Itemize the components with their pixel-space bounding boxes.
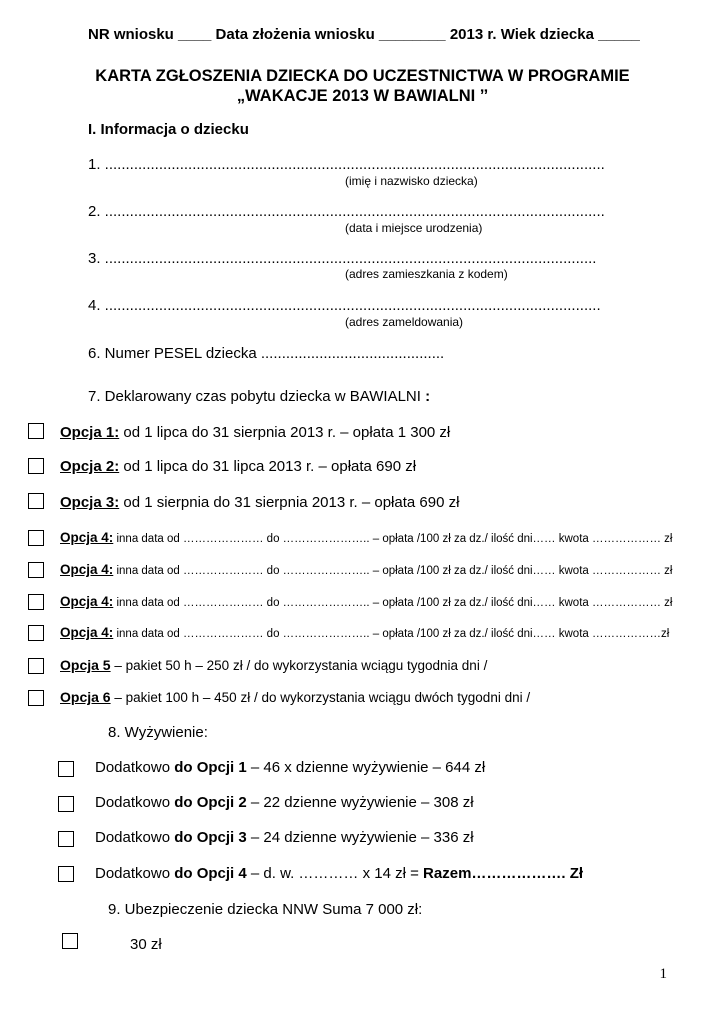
meals-option-4-total: Razem………………. Zł [423,865,584,882]
field-birth-date-place[interactable]: 2. ........................................................................................................................ [88,203,605,220]
checkbox-option-3[interactable] [28,493,44,509]
meals-option-3-prefix: Dodatkowo [95,829,175,846]
meals-option-2 [95,794,474,811]
option-1 [60,424,450,441]
option-6-label: Opcja 6 [60,689,111,705]
checkbox-meals-option-2[interactable] [58,796,74,812]
checkbox-option-4a[interactable] [28,530,44,546]
meals-option-4-prefix: Dodatkowo [95,865,175,882]
meals-option-1 [95,759,485,776]
checkbox-option-1[interactable] [28,423,44,439]
option-6-text: – pakiet 100 h – 450 zł / do wykorzystania wciągu dwóch tygodni dni / [110,690,531,705]
option-4c-text: inna data od ………………… do ………………….. – opłata /100 zł za dz./ ilość dni…… kwota ……………… zł [113,597,673,609]
meals-option-3 [95,829,474,846]
option-4c [60,593,673,610]
option-4a-label: Opcja 4: [60,530,114,545]
meals-option-4 [95,865,583,882]
meals-option-3-bold: do Opcji 3 [174,829,247,846]
meals-option-4-text: – d. w. ………… x 14 zł = [246,865,424,882]
stay-duration-label [88,388,430,405]
option-4b-label: Opcja 4: [60,562,114,577]
checkbox-option-5[interactable] [28,658,44,674]
option-4a-text: inna data od ………………… do ………………….. – opłata /100 zł za dz./ ilość dni…… kwota ……………… zł [113,533,673,545]
caption-residence-address: (adres zamieszkania z kodem) [345,267,508,281]
option-1-label: Opcja 1: [60,424,120,441]
meals-option-2-prefix: Dodatkowo [95,794,175,811]
insurance-heading: 9. Ubezpieczenie dziecka NNW Suma 7 000 zł: [108,901,423,918]
checkbox-meals-option-4[interactable] [58,866,74,882]
option-4a [60,529,673,546]
meals-option-1-text: – 46 x dzienne wyżywienie – 644 zł [246,759,486,776]
checkbox-option-2[interactable] [28,458,44,474]
option-2 [60,458,416,475]
caption-registered-address: (adres zameldowania) [345,315,464,329]
field-residence-address[interactable]: 3. ...................................................................................................................... [88,250,597,267]
stay-duration-colon: : [420,388,431,405]
field-child-name[interactable]: 1. ........................................................................................................................ [88,156,605,173]
meals-option-2-bold: do Opcji 2 [174,794,247,811]
insurance-option: 30 zł [130,936,162,953]
caption-birth-date-place: (data i miejsce urodzenia) [345,221,483,235]
meals-heading: 8. Wyżywienie: [108,724,208,741]
option-3 [60,494,459,511]
meals-option-4-bold: do Opcji 4 [174,865,247,882]
option-5-label: Opcja 5 [60,657,111,673]
meals-option-1-bold: do Opcji 1 [174,759,247,776]
caption-child-name: (imię i nazwisko dziecka) [345,174,478,188]
field-pesel[interactable]: 6. Numer PESEL dziecka ............................................ [88,345,445,362]
checkbox-insurance[interactable] [62,933,78,949]
checkbox-option-4d[interactable] [28,625,44,641]
meals-option-1-prefix: Dodatkowo [95,759,175,776]
option-2-label: Opcja 2: [60,458,120,475]
option-4b-text: inna data od ………………… do ………………….. – opłata /100 zł za dz./ ilość dni…… kwota ……………… zł [113,565,673,577]
form-title-line1: KARTA ZGŁOSZENIA DZIECKA DO UCZESTNICTWA W PROGRAMIE [95,67,630,85]
checkbox-option-4c[interactable] [28,594,44,610]
field-registered-address[interactable]: 4. ....................................................................................................................... [88,297,601,314]
option-5-text: – pakiet 50 h – 250 zł / do wykorzystania wciągu tygodnia dni / [110,658,488,673]
option-3-text: od 1 sierpnia do 31 sierpnia 2013 r. – opłata 690 zł [119,494,460,511]
section-heading-child-info: I. Informacja o dziecku [88,121,249,138]
checkbox-option-4b[interactable] [28,562,44,578]
form-title-line2: „WAKACJE 2013 W BAWIALNI ˮ [236,87,489,105]
option-4b [60,561,673,578]
checkbox-option-6[interactable] [28,690,44,706]
checkbox-meals-option-1[interactable] [58,761,74,777]
stay-duration-text: 7. Deklarowany czas pobytu dziecka w BAWIALNI [88,388,421,405]
checkbox-meals-option-3[interactable] [58,831,74,847]
page-number: 1 [659,966,667,982]
option-2-text: od 1 lipca do 31 lipca 2013 r. – opłata 690 zł [119,458,417,475]
option-4c-label: Opcja 4: [60,594,114,609]
option-4d-label: Opcja 4: [60,625,114,640]
application-header: NR wniosku ____ Data złożenia wniosku ________ 2013 r. Wiek dziecka _____ [88,26,640,43]
option-4d-text: inna data od ………………… do ………………….. – opłata /100 zł za dz./ ilość dni…… kwota ………………zł [113,628,670,640]
option-1-text: od 1 lipca do 31 sierpnia 2013 r. – opłata 1 300 zł [119,424,451,441]
meals-option-2-text: – 22 dzienne wyżywienie – 308 zł [246,794,474,811]
option-3-label: Opcja 3: [60,494,120,511]
meals-option-3-text: – 24 dzienne wyżywienie – 336 zł [246,829,474,846]
option-6 [60,689,530,706]
option-4d [60,624,669,641]
option-5 [60,657,487,674]
